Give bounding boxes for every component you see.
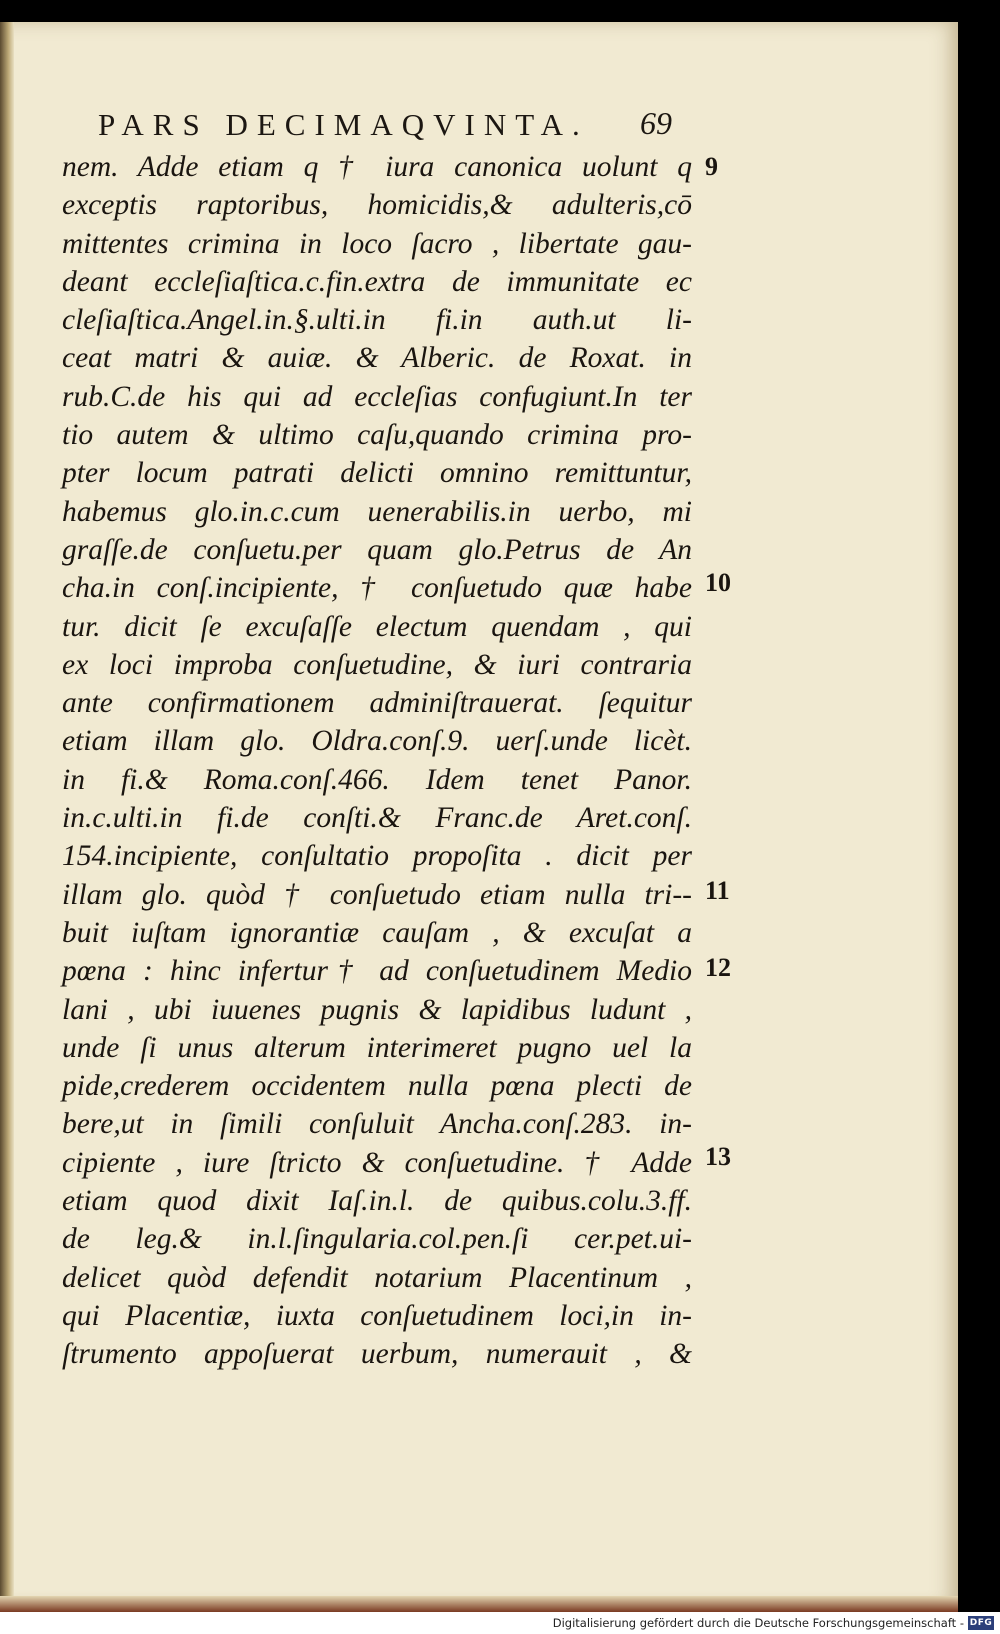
text-line: pter locum patrati delicti omnino remittuntur, bbox=[62, 457, 692, 490]
text-line: tio autem & ultimo caſu,quando crimina pro- bbox=[62, 419, 692, 452]
text-line: ſtrumento appoſuerat uerbum, numerauit , & bbox=[62, 1338, 692, 1371]
page-gutter-shadow bbox=[0, 22, 14, 1612]
text-line: lani , ubi iuuenes pugnis & lapidibus ludunt , bbox=[62, 993, 692, 1026]
text-line: in fi.& Roma.conſ.466. Idem tenet Panor. bbox=[62, 763, 692, 796]
page-bottom-edge bbox=[0, 1596, 958, 1612]
text-line: tur. dicit ſe excuſaſſe electum quendam , qui bbox=[62, 610, 692, 643]
text-line: ex loci improba conſuetudine, & iuri contraria bbox=[62, 648, 692, 681]
text-line: unde ſi unus alterum interimeret pugno uel la bbox=[62, 1031, 692, 1064]
text-line: qui Placentiæ, iuxta conſuetudinem loci,in in- bbox=[62, 1299, 692, 1332]
text-line: mittentes crimina in loco ſacro , libertate gau- bbox=[62, 227, 692, 260]
text-line: pœna : hinc infertur† ad conſuetudinem Medio bbox=[62, 955, 692, 988]
text-line: etiam quod dixit Iaſ.in.l. de quibus.colu.3.ff. bbox=[62, 1185, 692, 1218]
text-line: de leg.& in.l.ſingularia.col.pen.ſi cer.pet.ui- bbox=[62, 1223, 692, 1256]
text-line: deant eccleſiaſtica.c.fin.extra de immunitate ec bbox=[62, 265, 692, 298]
running-head-title: PARS DECIMAQVINTA. bbox=[98, 107, 589, 142]
marginal-note-number: 11 bbox=[705, 876, 730, 905]
text-line: habemus glo.in.c.cum uenerabilis.in uerbo, mi bbox=[62, 495, 692, 528]
text-line: etiam illam glo. Oldra.conſ.9. uerſ.unde licèt. bbox=[62, 725, 692, 758]
text-line: cha.in conſ.incipiente, † conſuetudo quæ habe bbox=[62, 572, 692, 605]
text-line: cipiente , iure ſtricto & conſuetudine. † Adde bbox=[62, 1146, 692, 1179]
text-line: pide,crederem occidentem nulla pœna plecti de bbox=[62, 1070, 692, 1103]
footer-credit-text: Digitalisierung gefördert durch die Deutsche Forschungsgemeinschaft - bbox=[552, 1616, 964, 1630]
text-line: rub.C.de his qui ad eccleſias confugiunt.In ter bbox=[62, 380, 692, 413]
text-line: graſſe.de conſuetu.per quam glo.Petrus de An bbox=[62, 533, 692, 566]
text-line: bere,ut in ſimili conſuluit Ancha.conſ.283. in- bbox=[62, 1108, 692, 1141]
digitization-footer bbox=[0, 1612, 1000, 1634]
dfg-logo: DFG bbox=[969, 1618, 993, 1628]
text-line: in.c.ulti.in fi.de conſti.& Franc.de Aret.conſ. bbox=[62, 802, 692, 835]
running-head bbox=[0, 107, 1000, 147]
text-line: illam glo. quòd † conſuetudo etiam nulla tri-- bbox=[62, 878, 692, 911]
text-line: 154.incipiente, conſultatio propoſita . dicit per bbox=[62, 840, 692, 873]
marginal-note-number: 13 bbox=[705, 1142, 731, 1171]
marginal-note-number: 9 bbox=[705, 152, 718, 181]
text-line: ante confirmationem adminiſtrauerat. ſequitur bbox=[62, 687, 692, 720]
body-text bbox=[62, 148, 692, 1374]
marginal-note-number: 10 bbox=[705, 568, 731, 597]
page-number: 69 bbox=[640, 105, 672, 141]
text-line: exceptis raptoribus, homicidis,& adulteris,cō bbox=[62, 189, 692, 222]
text-line: cleſiaſtica.Angel.in.§.ulti.in fi.in auth.ut li- bbox=[62, 304, 692, 337]
text-line: nem. Adde etiam q † iura canonica uolunt q bbox=[62, 151, 692, 183]
text-line: buit iuſtam ignorantiæ cauſam , & excuſat a bbox=[62, 916, 692, 949]
marginal-note-number: 12 bbox=[705, 953, 731, 982]
text-line: ceat matri & auiæ. & Alberic. de Roxat. in bbox=[62, 342, 692, 375]
text-line: delicet quòd defendit notarium Placentinum , bbox=[62, 1261, 692, 1294]
